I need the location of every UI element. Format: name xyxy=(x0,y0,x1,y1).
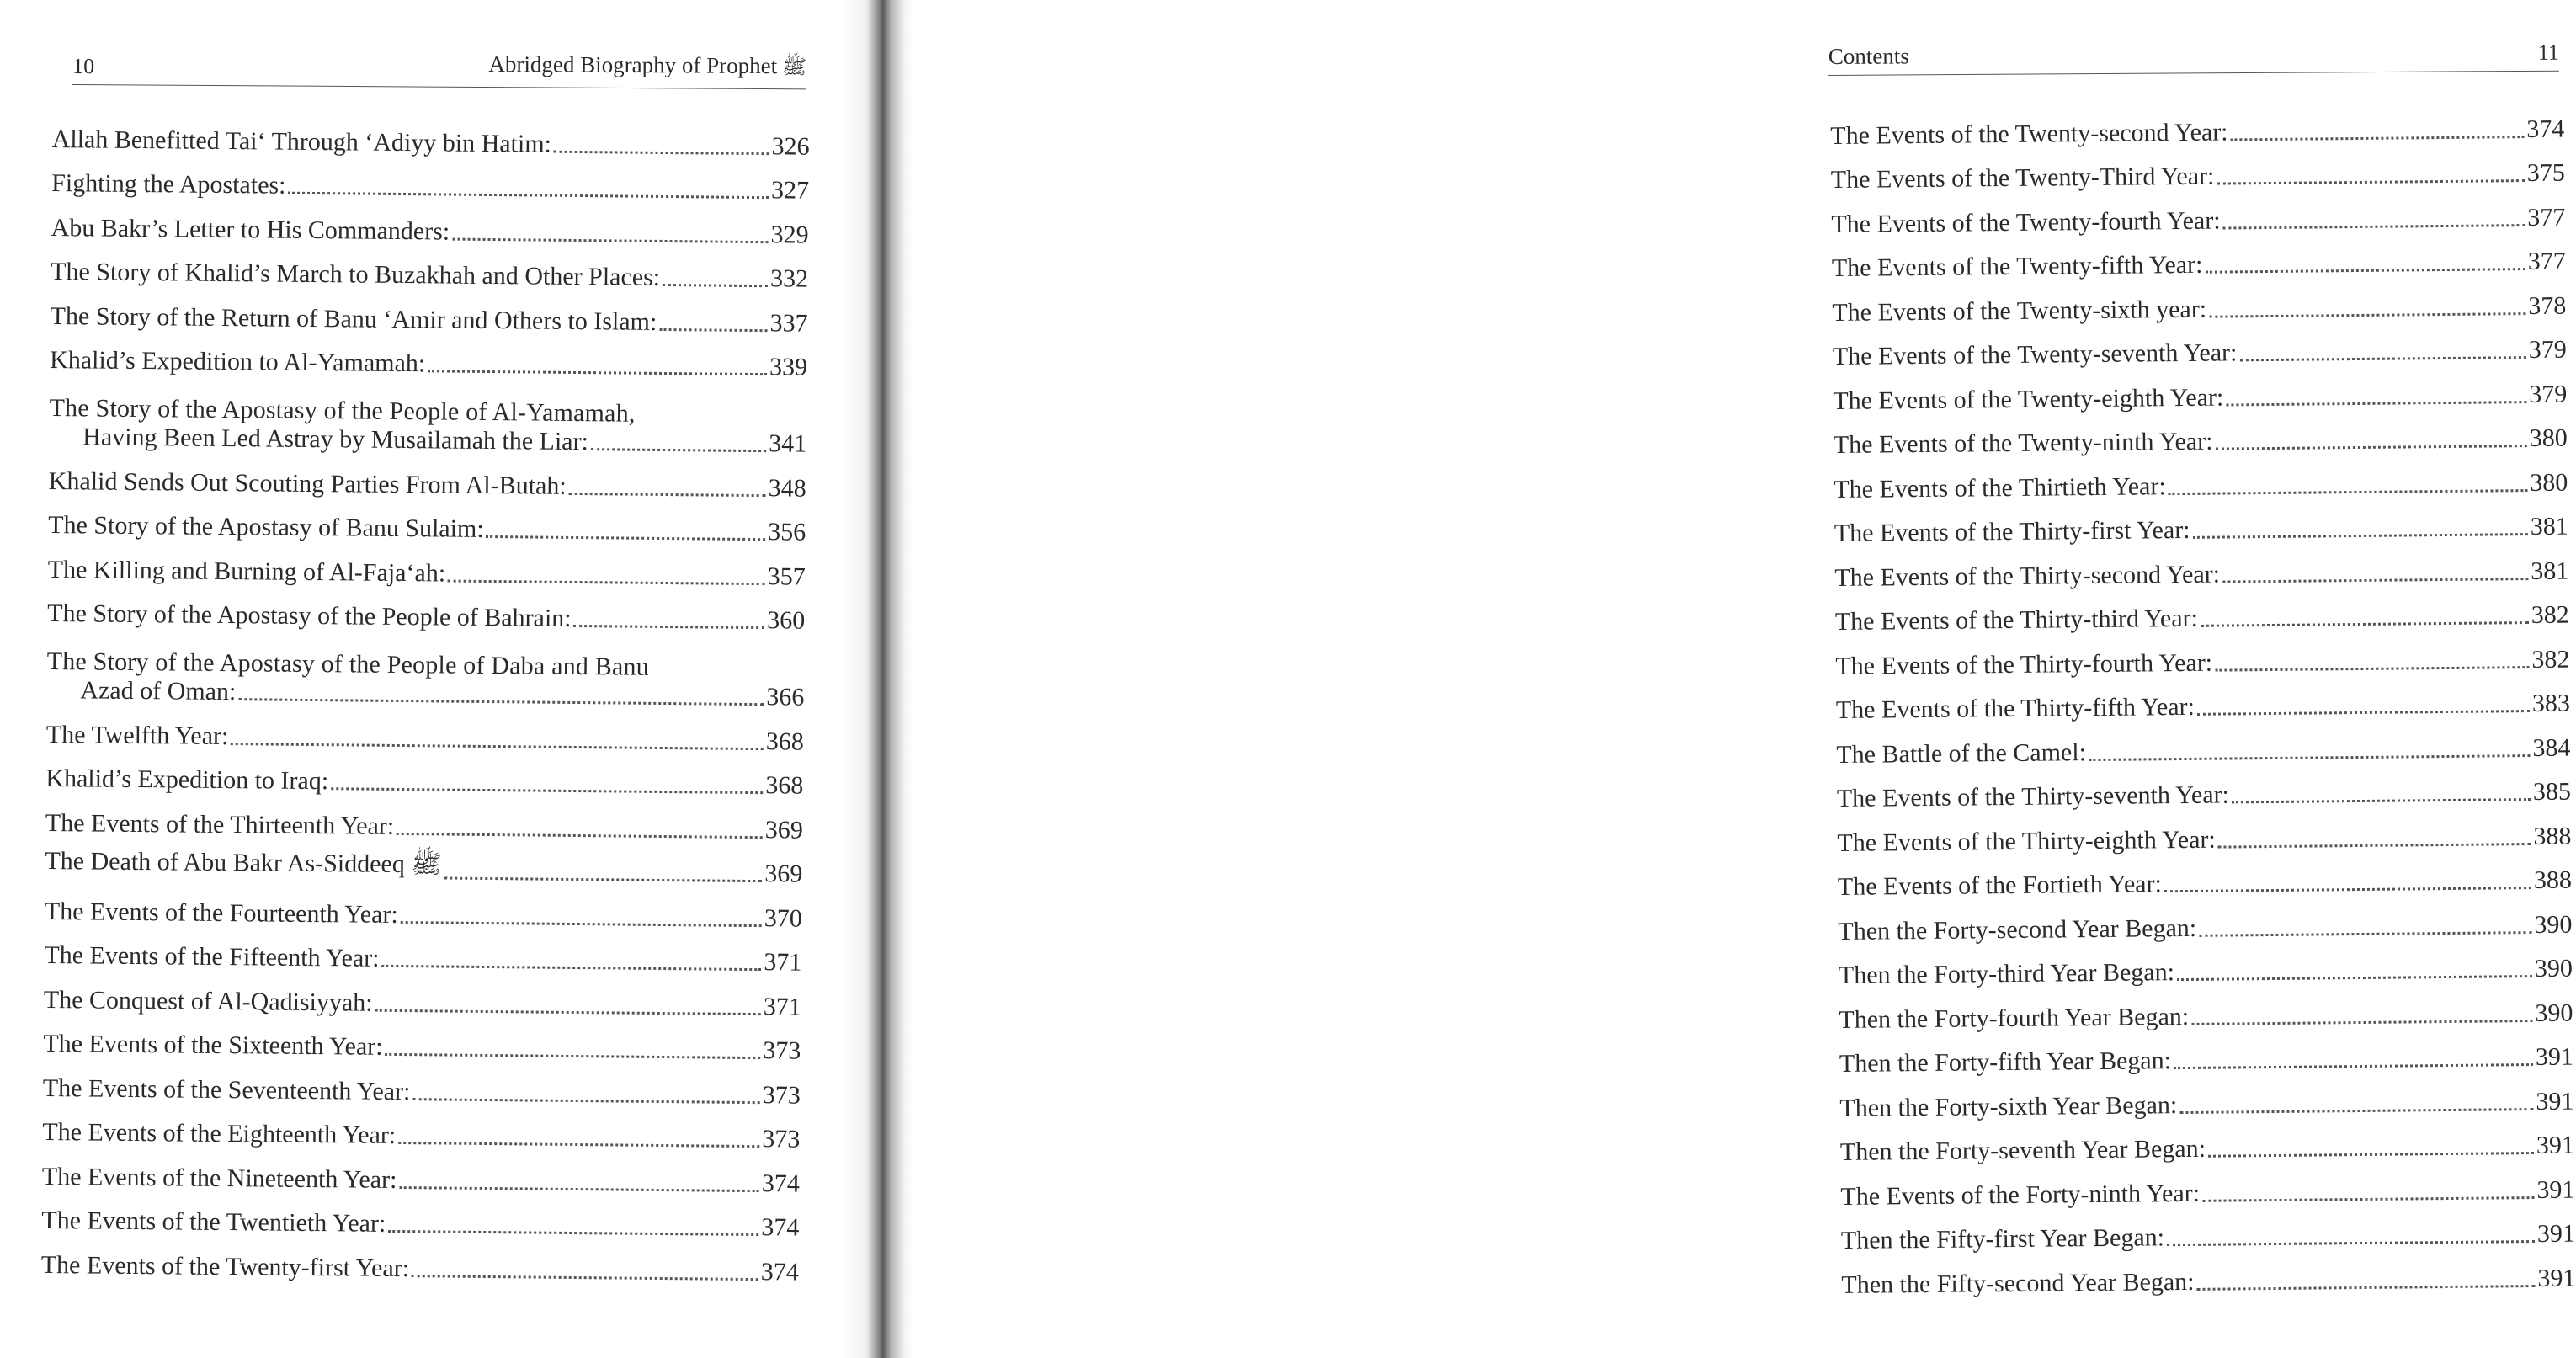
toc-entry xyxy=(1832,232,2566,283)
toc-entry-title: The Story of the Return of Banu ‘Amir and Others to Islam: xyxy=(50,301,657,336)
dot-leader xyxy=(2164,887,2531,892)
toc-entry-page: 378 xyxy=(2528,291,2567,320)
toc-entry-page: 332 xyxy=(769,264,809,293)
toc-entry-page: 390 xyxy=(2535,999,2573,1027)
running-head-text: Abridged Biography of Prophet xyxy=(488,51,778,79)
toc-entry-title: The Events of the Fifteenth Year: xyxy=(44,940,380,972)
toc-entry xyxy=(46,628,805,712)
dot-leader xyxy=(569,492,766,496)
toc-entry-page: 381 xyxy=(2531,557,2569,585)
dot-leader xyxy=(2209,312,2525,318)
dot-leader xyxy=(2202,1196,2534,1202)
dot-leader xyxy=(388,1230,758,1236)
toc-entry xyxy=(1837,807,2571,858)
dot-leader xyxy=(2177,975,2532,981)
toc-entry-page: 380 xyxy=(2530,468,2568,497)
dot-leader xyxy=(2199,931,2531,937)
toc-entry-page: 382 xyxy=(2531,600,2569,630)
toc-entry-page: 391 xyxy=(2535,1042,2574,1072)
toc-entry-title: Khalid Sends Out Scouting Parties From Al-Butah: xyxy=(48,466,567,500)
toc-entry-page: 390 xyxy=(2534,954,2573,983)
toc-entry xyxy=(45,793,803,844)
toc-entry-title: The Events of the Seventeenth Year: xyxy=(42,1073,411,1105)
dot-leader xyxy=(2197,710,2530,716)
toc-entry-page: 379 xyxy=(2528,335,2567,365)
toc-entry-page: 379 xyxy=(2529,380,2568,408)
toc-entry-page: 370 xyxy=(764,903,802,933)
left-page-number: 10 xyxy=(72,54,95,79)
toc-entry-title: The Events of the Thirty-second Year: xyxy=(1834,560,2221,592)
toc-entry-title: The Events of the Thirty-third Year: xyxy=(1834,604,2199,636)
dot-leader xyxy=(2201,621,2529,627)
dot-leader xyxy=(2193,533,2528,539)
dot-leader xyxy=(2226,401,2526,406)
toc-entry-title: Then the Forty-fourth Year Began: xyxy=(1839,1002,2190,1034)
toc-entry-page: 341 xyxy=(769,429,807,458)
toc-entry-title: The Events of the Fourteenth Year: xyxy=(44,897,398,929)
toc-entry-page: 374 xyxy=(761,1213,800,1242)
toc-entry-title: The Events of the Twenty-ninth Year: xyxy=(1833,427,2213,459)
dot-leader xyxy=(2205,268,2525,274)
toc-entry-page: 373 xyxy=(762,1125,801,1153)
toc-entry-title: The Events of the Twenty-Third Year: xyxy=(1830,162,2215,194)
toc-entry-page: 366 xyxy=(766,683,805,711)
dot-leader xyxy=(2169,489,2528,495)
toc-entry-page: 390 xyxy=(2534,910,2573,939)
right-toc-list xyxy=(1830,99,2576,1300)
toc-entry-title: Fighting the Apostates: xyxy=(51,168,286,200)
dot-leader xyxy=(487,535,766,541)
toc-entry-title: The Story of the Apostasy of Banu Sulaim: xyxy=(48,510,484,543)
toc-entry-title: The Events of the Forty-ninth Year: xyxy=(1840,1179,2201,1211)
dot-leader xyxy=(2239,356,2525,361)
dot-leader xyxy=(238,698,764,706)
toc-entry-title: The Events of the Twenty-sixth year: xyxy=(1832,295,2207,327)
toc-entry xyxy=(45,881,802,933)
toc-entry xyxy=(1838,895,2572,946)
dot-leader xyxy=(412,1275,758,1281)
toc-entry-page: 385 xyxy=(2532,777,2572,807)
right-running-header xyxy=(1828,40,2559,76)
toc-entry-title: The Events of the Thirty-fifth Year: xyxy=(1835,692,2195,724)
dot-leader xyxy=(591,448,766,452)
toc-entry-page: 374 xyxy=(2526,114,2565,143)
dot-leader xyxy=(2216,445,2527,450)
toc-entry xyxy=(1840,1116,2574,1167)
toc-entry-title: The Events of the Twenty-seventh Year: xyxy=(1832,338,2238,370)
toc-entry-title-line2: Azad of Oman: xyxy=(80,676,237,706)
toc-entry xyxy=(45,748,803,800)
toc-entry-title: The Events of the Eighteenth Year: xyxy=(42,1117,397,1149)
toc-entry-title: The Events of the Twenty-fifth Year: xyxy=(1831,250,2203,282)
toc-entry xyxy=(1833,365,2567,416)
toc-entry xyxy=(1838,850,2572,902)
toc-entry xyxy=(50,330,807,381)
toc-entry-title: The Battle of the Camel: xyxy=(1836,738,2087,769)
toc-entry xyxy=(51,109,809,161)
toc-entry-title-line1: The Story of the Apostasy of the People of Al-Yamamah, xyxy=(49,393,636,428)
toc-entry xyxy=(1839,1027,2573,1078)
toc-entry xyxy=(1830,99,2564,151)
toc-entry xyxy=(1841,1249,2575,1300)
toc-entry-title: The Killing and Burning of Al-Faja‘ah: xyxy=(47,555,446,588)
toc-entry xyxy=(1839,983,2573,1035)
toc-entry xyxy=(49,451,806,503)
toc-entry xyxy=(48,540,806,591)
dot-leader xyxy=(2197,1285,2536,1291)
toc-entry-page: 326 xyxy=(771,131,810,161)
toc-entry-page: 391 xyxy=(2536,1219,2576,1248)
toc-entry-page: 348 xyxy=(768,473,806,503)
toc-entry xyxy=(48,495,806,546)
dot-leader xyxy=(398,1142,759,1148)
right-page-number: 11 xyxy=(2537,40,2559,65)
toc-entry xyxy=(44,970,801,1021)
toc-entry-title-line1: The Story of the Apostasy of the People of Daba and Banu xyxy=(46,647,650,681)
toc-entry-page: 374 xyxy=(760,1257,799,1286)
toc-entry-page: 339 xyxy=(769,353,808,381)
toc-entry xyxy=(1835,585,2569,636)
dot-leader xyxy=(554,150,769,154)
toc-entry xyxy=(1840,1160,2574,1212)
toc-entry-title: The Events of the Sixteenth Year: xyxy=(43,1029,383,1061)
toc-entry xyxy=(42,1102,800,1153)
toc-entry xyxy=(1834,497,2568,548)
dot-leader xyxy=(331,787,763,794)
dot-leader xyxy=(2089,754,2530,761)
dot-leader xyxy=(381,965,761,971)
toc-entry-title: The Events of the Twenty-first Year: xyxy=(40,1250,410,1282)
left-running-header xyxy=(72,49,806,89)
toc-entry xyxy=(1831,188,2565,239)
toc-entry xyxy=(41,1235,799,1286)
dot-leader xyxy=(663,284,768,287)
toc-entry-title: The Events of the Fortieth Year: xyxy=(1837,870,2162,901)
dot-leader xyxy=(574,625,765,629)
toc-entry xyxy=(1836,718,2570,770)
toc-entry xyxy=(46,705,804,756)
toc-entry-page: 373 xyxy=(762,1080,801,1110)
toc-entry xyxy=(51,198,808,249)
dot-leader xyxy=(444,877,762,883)
dot-leader xyxy=(2174,1063,2533,1069)
dot-leader xyxy=(2167,1240,2535,1246)
toc-entry-page: 391 xyxy=(2536,1175,2575,1204)
toc-entry-title: Then the Forty-third Year Began: xyxy=(1838,958,2175,989)
toc-entry-page: 388 xyxy=(2533,822,2572,850)
toc-entry-page: 382 xyxy=(2531,645,2570,674)
toc-entry xyxy=(47,583,805,635)
toc-entry-title: The Events of the Thirteenth Year: xyxy=(45,808,395,840)
toc-entry-title: The Events of the Nineteenth Year: xyxy=(41,1162,397,1194)
dot-leader xyxy=(2232,798,2531,803)
toc-entry xyxy=(51,153,809,205)
dot-leader xyxy=(2208,1152,2534,1158)
toc-entry-page: 384 xyxy=(2532,733,2571,762)
toc-entry-page: 360 xyxy=(767,606,806,635)
toc-entry xyxy=(49,375,807,459)
toc-entry xyxy=(1839,1072,2573,1123)
dot-leader xyxy=(401,921,762,927)
dot-leader xyxy=(2217,179,2524,185)
dot-leader xyxy=(2218,843,2531,849)
dot-leader xyxy=(2191,1020,2532,1025)
toc-entry xyxy=(43,1058,801,1110)
dot-leader xyxy=(2215,666,2529,672)
toc-entry-page: 369 xyxy=(764,860,803,888)
toc-entry-title: The Events of the Thirtieth Year: xyxy=(1834,471,2166,503)
toc-entry-title: The Events of the Twenty-second Year: xyxy=(1830,117,2228,150)
dot-leader xyxy=(397,832,763,838)
toc-entry-title: The Conquest of Al-Qadisiyyah: xyxy=(43,985,373,1017)
toc-entry-page: 369 xyxy=(764,815,803,844)
toc-entry-title: Then the Forty-seventh Year Began: xyxy=(1839,1134,2206,1166)
toc-entry xyxy=(51,242,808,293)
toc-entry-page: 368 xyxy=(765,771,804,800)
toc-entry xyxy=(1836,674,2570,725)
toc-entry xyxy=(45,837,802,888)
toc-entry xyxy=(1839,939,2573,990)
toc-entry xyxy=(43,1014,801,1065)
dot-leader xyxy=(2223,224,2525,229)
dot-leader xyxy=(2222,578,2528,583)
toc-entry-page: 391 xyxy=(2536,1087,2574,1116)
toc-entry-page: 337 xyxy=(769,308,808,338)
toc-entry-page: 383 xyxy=(2531,689,2571,718)
dot-leader xyxy=(288,192,769,199)
toc-entry-page: 381 xyxy=(2530,512,2568,541)
toc-entry xyxy=(1835,630,2569,681)
toc-entry xyxy=(44,925,801,977)
dot-leader xyxy=(448,579,765,585)
toc-entry xyxy=(1832,276,2566,328)
toc-entry xyxy=(1833,320,2567,371)
dot-leader xyxy=(2179,1108,2533,1114)
left-toc-list xyxy=(41,109,810,1286)
toc-entry-page: 368 xyxy=(765,727,804,756)
toc-entry-title: The Events of the Thirty-eighth Year: xyxy=(1837,825,2216,857)
toc-entry-page: 380 xyxy=(2529,423,2568,453)
toc-entry-title: Khalid’s Expedition to Iraq: xyxy=(45,764,329,796)
dot-leader xyxy=(452,237,768,243)
toc-entry-title: The Story of Khalid’s March to Buzakhah and Other Places: xyxy=(50,257,661,291)
toc-entry-page: 377 xyxy=(2527,203,2566,232)
toc-entry-title: The Twelfth Year: xyxy=(45,720,229,750)
left-page xyxy=(0,0,876,1358)
toc-entry-title: The Events of the Thirty-fourth Year: xyxy=(1835,648,2213,680)
toc-entry-page: 391 xyxy=(2537,1264,2576,1292)
toc-entry-page: 375 xyxy=(2526,158,2565,188)
toc-entry-page: 388 xyxy=(2533,865,2573,895)
dot-leader xyxy=(2231,136,2525,141)
toc-entry-page: 356 xyxy=(768,518,806,546)
toc-entry-title: Then the Fifty-second Year Began: xyxy=(1841,1267,2195,1299)
toc-entry-title: Abu Bakr’s Letter to His Commanders: xyxy=(51,213,450,246)
toc-entry-page: 371 xyxy=(764,948,802,977)
toc-entry-page: 373 xyxy=(763,1036,801,1065)
toc-entry-title: Then the Forty-sixth Year Began: xyxy=(1839,1090,2178,1122)
toc-entry-title: Then the Forty-fifth Year Began: xyxy=(1839,1046,2172,1078)
toc-entry xyxy=(1831,143,2565,194)
toc-entry-title: The Events of the Twenty-fourth Year: xyxy=(1831,206,2221,238)
toc-entry-page: 329 xyxy=(770,220,809,249)
toc-entry xyxy=(1834,408,2568,460)
toc-entry xyxy=(42,1147,800,1198)
dot-leader xyxy=(231,743,764,750)
toc-entry-title: The Death of Abu Bakr As-Siddeeq ﷺ xyxy=(45,846,442,879)
toc-entry-title: Then the Forty-second Year Began: xyxy=(1838,913,2197,945)
toc-entry-page: 391 xyxy=(2536,1131,2575,1160)
toc-entry-page: 357 xyxy=(767,562,806,591)
salutation-seal-icon: ﷺ xyxy=(782,56,807,79)
left-running-head xyxy=(488,51,806,83)
toc-entry-title: The Story of the Apostasy of the People of Bahrain: xyxy=(47,599,572,632)
toc-entry-title: The Events of the Thirty-seventh Year: xyxy=(1836,780,2230,812)
right-page xyxy=(876,0,2576,1358)
toc-entry xyxy=(50,286,807,338)
toc-entry-title: The Events of the Thirty-first Year: xyxy=(1834,515,2190,547)
toc-entry-page: 374 xyxy=(761,1169,800,1198)
toc-entry-page: 371 xyxy=(763,992,801,1021)
dot-leader xyxy=(659,328,767,331)
dot-leader xyxy=(399,1186,758,1192)
toc-entry-title: Khalid’s Expedition to Al-Yamamah: xyxy=(49,345,426,378)
toc-entry-title: The Events of the Twenty-eighth Year: xyxy=(1833,383,2224,415)
toc-entry-title: Allah Benefitted Tai‘ Through ‘Adiyy bin Hatim: xyxy=(51,125,552,158)
toc-entry-page: 377 xyxy=(2527,247,2566,276)
toc-entry-title: The Events of the Twentieth Year: xyxy=(41,1206,386,1238)
toc-entry xyxy=(1834,541,2568,593)
dot-leader xyxy=(428,370,767,375)
book-gutter xyxy=(842,0,913,1358)
toc-entry xyxy=(41,1190,799,1242)
toc-entry xyxy=(1841,1204,2575,1255)
toc-entry xyxy=(1834,453,2568,504)
toc-entry-page: 327 xyxy=(770,176,810,205)
dot-leader xyxy=(385,1053,760,1059)
dot-leader xyxy=(375,1009,761,1015)
dot-leader xyxy=(412,1098,759,1104)
toc-entry xyxy=(1837,762,2571,813)
toc-entry-title-line2: Having Been Led Astray by Musailamah the Liar: xyxy=(82,423,589,456)
right-running-head: Contents xyxy=(1828,43,1909,70)
toc-entry-title: Then the Fifty-first Year Began: xyxy=(1840,1223,2165,1254)
